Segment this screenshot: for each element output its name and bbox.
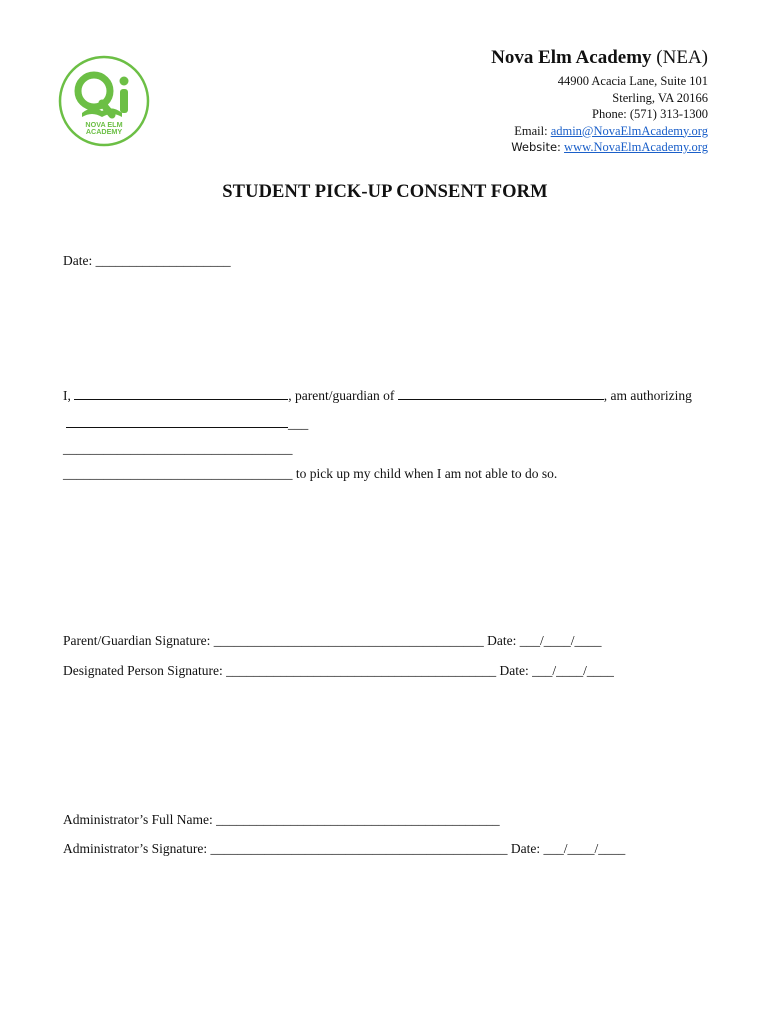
authorization-line1 [63, 386, 692, 405]
logo-book-icon [82, 108, 122, 117]
org-abbrev: (NEA) [656, 47, 708, 68]
logo-text-line2: ACADEMY [85, 127, 123, 136]
child-name-blank[interactable] [398, 386, 604, 400]
org-name: Nova Elm Academy [491, 47, 652, 68]
email-label: Email: [514, 123, 548, 138]
org-name-line [491, 46, 708, 70]
authorization-line2 [66, 414, 308, 433]
auth-prefix: I, [63, 388, 71, 403]
academy-logo [58, 55, 150, 147]
form-title: STUDENT PICK-UP CONSENT FORM [222, 182, 548, 202]
logo-i-dot [120, 77, 129, 86]
phone-line: Phone: (571) 313-1300 [592, 107, 708, 121]
logo-text-line1: NOVA ELM [85, 120, 123, 129]
address-line1: 44900 Acacia Lane, Suite 101 [557, 74, 708, 88]
website-link[interactable]: www.NovaElmAcademy.org [564, 140, 708, 154]
designated-name-blank-2[interactable]: __________________________________ [63, 441, 293, 456]
org-header [491, 46, 708, 156]
address-line2: Sterling, VA 20166 [612, 90, 708, 105]
admin-signature-line[interactable]: Administrator’s Signature: ____________________________________________ Date: ___/____/____ [63, 841, 626, 856]
website-line [491, 139, 708, 156]
admin-name-line[interactable]: Administrator’s Full Name: __________________________________________ [63, 812, 500, 827]
website-label: Website: [511, 140, 561, 154]
authorization-line4 [63, 465, 557, 483]
auth-suffix: , am authorizing [603, 388, 692, 403]
date-field[interactable]: Date: ____________________ [63, 253, 231, 268]
email-line [491, 123, 708, 140]
parent-name-blank[interactable] [74, 386, 288, 400]
designated-signature-line[interactable]: Designated Person Signature: ________________________________________ Date: ___/____/____ [63, 663, 614, 678]
logo-i-stem [120, 89, 128, 113]
email-link[interactable]: admin@NovaElmAcademy.org [550, 123, 708, 138]
auth-line4-text: to pick up my child when I am not able to do so. [292, 466, 558, 481]
designated-name-blank-1[interactable] [66, 414, 288, 428]
parent-signature-line[interactable]: Parent/Guardian Signature: ________________________________________ Date: ___/____/____ [63, 633, 602, 648]
designated-name-blank-3[interactable]: __________________________________ [63, 466, 293, 481]
auth-middle: , parent/guardian of [288, 388, 395, 403]
auth-line2-tail: ___ [288, 416, 309, 431]
